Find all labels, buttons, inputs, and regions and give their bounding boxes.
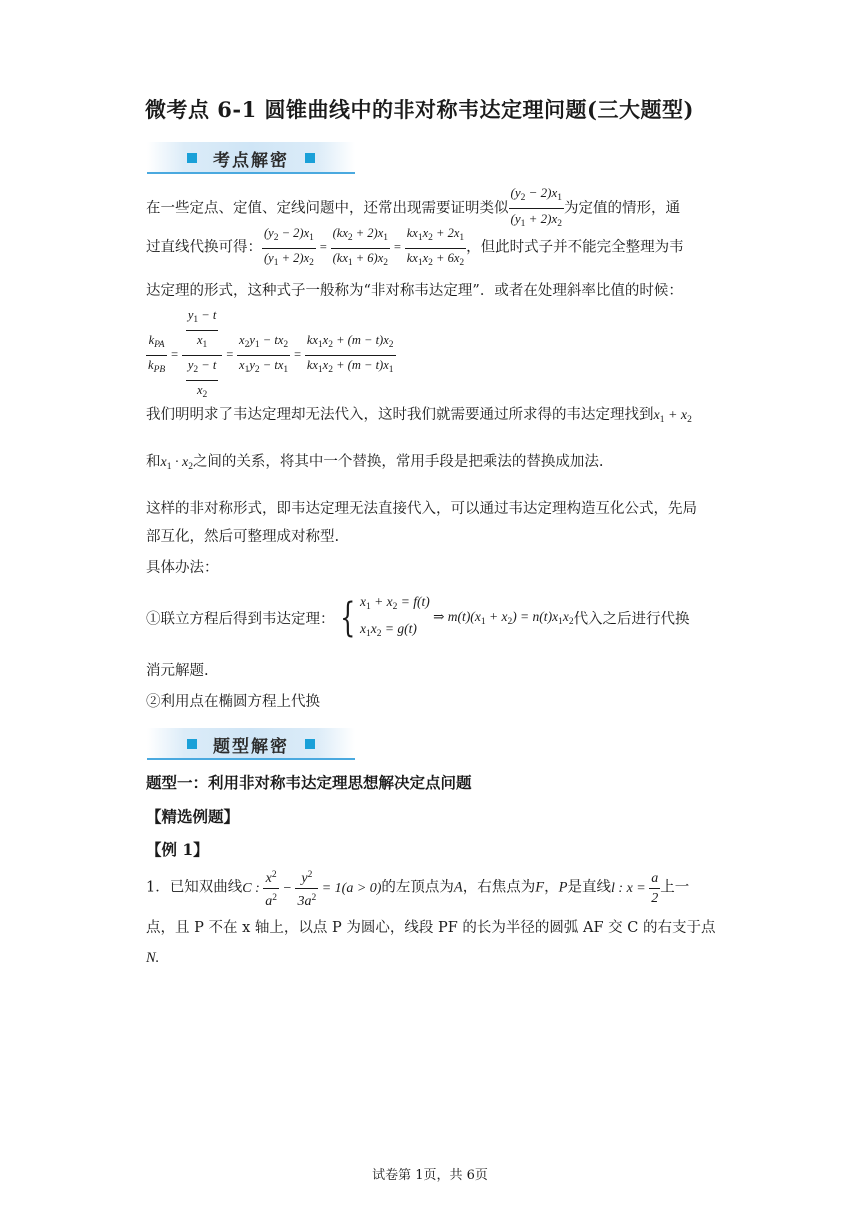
page-title: 微考点 6-1 圆锥曲线中的非对称韦达定理问题(三大题型) <box>145 97 694 122</box>
paragraph: 部互化，然后可整理成对称型. <box>146 529 340 545</box>
banner-label: 考点解密 <box>213 151 289 171</box>
banner-label: 题型解密 <box>213 737 289 757</box>
slope-ratio-formula: $\frac{k_{PA}}{k_{PB}}$ = $\frac{\frac{y_1 - t}{x_1}}{\frac{y_2 - t}{x_2}}$ = $\frac{x_2y_1 - tx_2}{x_1y_2 - tx_1}$ = $\frac{kx_1x_2 + (m - t)x_2}{kx_1x_2 + (m - t)x_1}$ <box>148 308 394 400</box>
section-banner-tixing <box>147 728 355 760</box>
square-icon <box>305 153 315 163</box>
paragraph: 具体办法： <box>146 560 219 576</box>
formula: $\frac{(y_2 - 2)x_1}{(y_1 + 2)x_2}$ = $\frac{(kx_2 + 2)x_1}{(kx_1 + 6)x_2}$ = $\frac{kx_1x_2 + 2x_1}{kx_1x_2 + 6x_2}$ <box>264 226 465 268</box>
paragraph: 过直线代换可得： $\frac{(y_2 - 2)x_1}{(y_1 + 2)x_2}$ = $\frac{(kx_2 + 2)x_1}{(kx_1 + 6)x_2}$ = $\frac{kx_1x_2 + 2x_1}{kx_1x_2 + 6x_2}$ ，但此时式子并不能完全整理为韦 <box>146 226 684 268</box>
page-footer: 试卷第 1页，共 6页 <box>372 1168 488 1183</box>
problem-text: 点，且 P 不在 x 轴上，以点 P 为圆心，线段 PF 的长为半径的圆弧 AF 交 C 的右支于点 <box>146 920 716 936</box>
paragraph: 这样的非对称形式，即韦达定理无法直接代入，可以通过韦达定理构造互化公式，先局 <box>146 501 697 517</box>
paragraph: 消元解题. <box>146 663 209 679</box>
problem-text: N. <box>146 950 160 966</box>
example-heading: 【精选例题】 <box>146 807 240 826</box>
paragraph: 达定理的形式，这种式子一般称为“非对称韦达定理”．或者在处理斜率比值的时候： <box>146 283 683 299</box>
square-icon <box>187 153 197 163</box>
section-banner-kaodian <box>147 142 355 174</box>
paragraph: 我们明明求了韦达定理却无法代入，这时我们就需要通过所求得的韦达定理找到$x_1 + x_2$ <box>146 407 692 425</box>
section-heading: 题型一：利用非对称韦达定理思想解决定点问题 <box>146 773 472 792</box>
method-item-1: ①联立方程后得到韦达定理： { $x_1 + x_2 = f(t)$ $x_1x_2 = g(t)$ ⇒ $m(t)(x_1 + x_2) = n(t)x_1x_2$代入之后进行代换 <box>146 594 690 641</box>
paragraph: 和$x_1 \cdot x_2$之间的关系，将其中一个替换，常用手段是把乘法的替换成加法. <box>146 454 604 472</box>
square-icon <box>305 739 315 749</box>
method-item-2: ②利用点在椭圆方程上代换 <box>146 694 320 710</box>
paragraph: 在一些定点、定值、定线问题中，还常出现需要证明类似 $\frac{(y_2 - 2)x_1}{(y_1 + 2)x_2}$ 为定值的情形，通 <box>146 183 680 234</box>
example-label: 【例 1】 <box>146 840 209 859</box>
formula: $\frac{(y_2 - 2)x_1}{(y_1 + 2)x_2}$ <box>510 185 563 229</box>
problem-text: 1．已知双曲线C : $\frac{x^2}{a^2}$ − $\frac{y^2}{3a^2}$ = 1(a > 0)的左顶点为A，右焦点为F，P是直线l : x = $\frac{a}{2}$ 上一 <box>146 866 689 911</box>
square-icon <box>187 739 197 749</box>
